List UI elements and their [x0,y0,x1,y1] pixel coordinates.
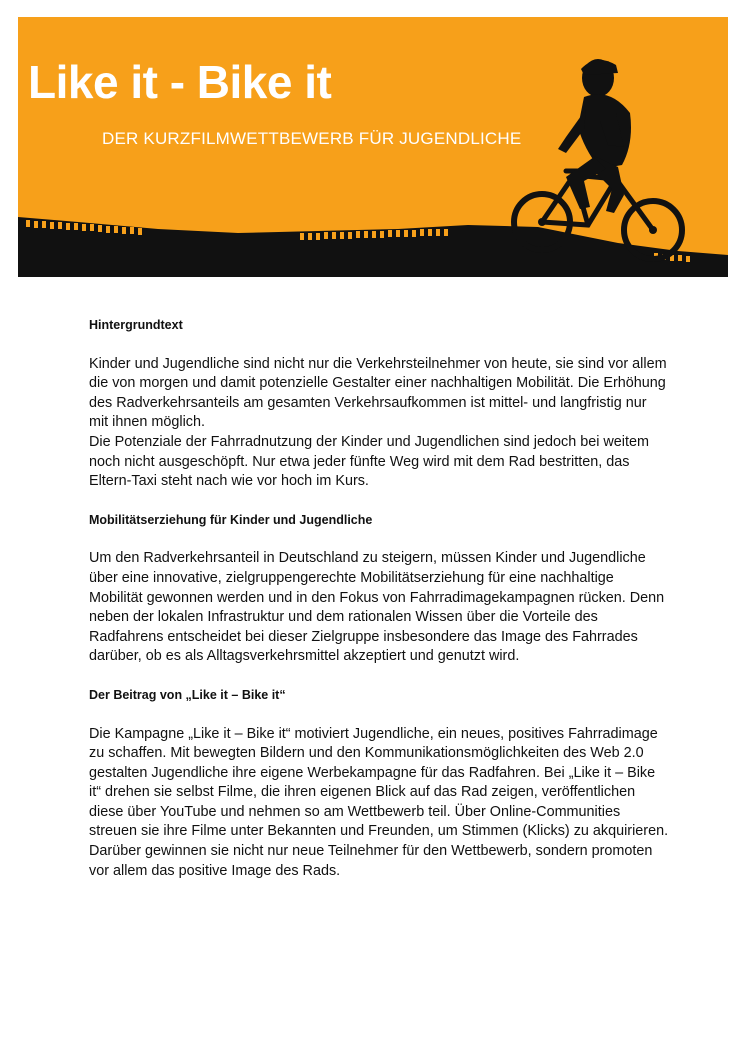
section-heading-hintergrund: Hintergrundtext [89,318,183,332]
banner-title: Like it - Bike it [28,56,332,108]
section-heading-beitrag: Der Beitrag von „Like it – Bike it“ [89,687,286,702]
banner-subtitle: DER KURZFILMWETTBEWERB FÜR JUGENDLICHE [102,129,522,148]
section-heading-mobilitaetserziehung: Mobilitätserziehung für Kinder und Jugendliche [89,512,373,527]
paragraph: Die Potenziale der Fahrradnutzung der Kinder und Jugendlichen sind jedoch bei weitem noch nicht ausgeschöpft. Nur etwa jeder fünfte Weg wird mit dem Rad bestritten, das Eltern-Taxi steht nach wie vor hoch im Kurs. [89,433,649,490]
paragraph: Um den Radverkehrsanteil in Deutschland zu steigern, müssen Kinder und Jugendliche über eine innovative, zielgruppengerechte Mobilitätserziehung für eine nachhaltige Mobilität gewonnen werden und in den Fokus von Fahrradimagekampagnen rücken. Denn neben der lokalen Infrastruktur und dem rationalen Wissen über die Vorteile des Radfahrens entscheidet bei dieser Zielgruppe insbesondere das Image des Fahrrades darüber, ob es als Alltagsverkehrsmittel akzeptiert und genutzt wird. [89,550,665,665]
rider-silhouette [558,59,631,213]
document-body [89,316,669,900]
header-banner [18,17,728,277]
paragraph: Die Kampagne „Like it – Bike it“ motiviert Jugendliche, ein neues, positives Fahrradimage zu schaffen. Mit bewegten Bildern und den Kommunikationsmöglichkeiten des Web 2.0 gestalten Jugendliche ihre eigene Werbekampagne für das Radfahren. Bei „Like it – Bike it“ drehen sie selbst Filme, die ihren eigenen Blick auf das Rad zeigen, veröffentlichen diese über YouTube und nehmen so am Wettbewerb teil. Über Online-Communities streuen sie ihre Filme unter Bekannten und Freunden, um Stimmen (Klicks) zu akquirieren. Darüber gewinnen sie nicht nur neue Teilnehmer für den Wettbewerb, sondern promoten vor allem das positive Image des Rads. [89,725,669,879]
paragraph: Kinder und Jugendliche sind nicht nur die Verkehrsteilnehmer von heute, sie sind vor allem die von morgen und damit potenzielle Gestalter einer nachhaltigen Mobilität. Die Erhöhung des Radverkehrsanteils am gesamten Verkehrsaufkommen ist mittel- und langfristig nur mit ihnen möglich. [89,355,667,431]
